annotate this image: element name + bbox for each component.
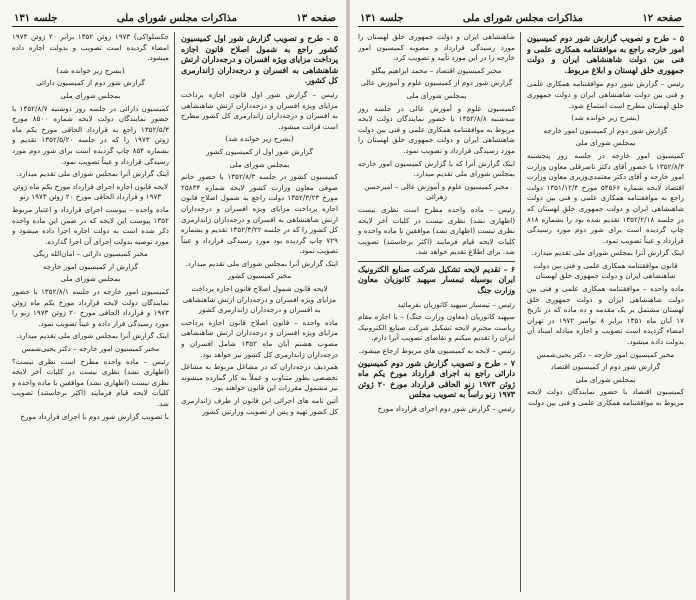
paragraph: مخبر کمیسیون امور خارجه – دکتر یحیی‌شمس bbox=[21, 344, 160, 354]
paragraph: رئیس – تیمسار سپهبد کاتوزیان بفرمائید bbox=[397, 299, 515, 309]
paragraph: اینک گزارش آنرا بمجلس شورای ملی تقدیم میدارد. bbox=[185, 258, 338, 268]
paragraph: اینک گزارش آنرا بمجلس شورای ملی تقدیم میدارد. bbox=[16, 169, 169, 179]
page-12 bbox=[352, 10, 690, 592]
paragraph: گزارش شور دوم از کمیسیون اقتصاد bbox=[550, 362, 661, 372]
paragraph: (بشرح زیر خوانده شد) bbox=[56, 65, 125, 75]
paragraph: گزارش شور دوم از کمیسیون دارائی bbox=[36, 78, 145, 88]
session-number: جلسه ۱۳۱ bbox=[14, 12, 58, 24]
paragraph: کمیسیون دارائی در جلسه روز دوشنبه ۱۳۵۲/۸/۷ با حضور نمایندگان دولت لایحه شماره ۸۵۰۰ مورخ ۱۳۵۲/۵/۳ راجع به قرارداد الحاقی مورخ یکم ماه ژوئن ۱۹۷۳ را که در جلسه ۱۳۵۲/۵/۲۰ تقدیم و بشماره ۸۵۴ چاپ گردیده است برای شور دوم مورد رسیدگی قرارداد و عیناً تصویب نمود. bbox=[12, 103, 170, 166]
paragraph: بمجلس شورای ملی bbox=[60, 274, 121, 284]
paragraph: مخبر کمیسیون کشور bbox=[227, 271, 292, 281]
paragraph: کمیسیون امور خارجه در جلسه روز پنجشنبه ۱۳۵۲/۸/۳ با حضور آقای دکتر ناصرقلی معاون وزارت امور خارجه و آقای دکتر معتمدی‌وزیری معاون وزارت اقتصاد لایحه شماره ۵۴۵۶۶ مورخ ۱۳۵۱/۱۲/۴ دولت راجع به موافقتنامه همکاری علمی و فنی بین دولت شاهنشاهی ایران و دولت جمهوری خلق لهستان که در جلسه ۱۳۵۲/۲/۱۸ تقدیم شده بود را بشماره ۸۱۸ چاپ گردیده است برای شور دوم مورد رسیدگی قرارداد و عیناً تصویب نمود. bbox=[527, 150, 684, 245]
paragraph: با تصویب گزارش شور دوم با اجرای قرارداد مورخ bbox=[20, 411, 169, 421]
paragraph: مخبر کمیسیون علوم و آموزش عالی – امیرحسن زهرائی bbox=[364, 181, 509, 202]
paragraph: گزارش شور اول از کمیسیون کشور bbox=[206, 146, 313, 156]
paragraph: رئیس – گزارش شور دوم اجرای قرارداد مورخ bbox=[377, 404, 515, 413]
paragraph: رئیس – گزارش شور اول قانون اجازه پرداخت مزایای ویژه افسران و درجه‌داران ارتش شاهنشاهی به افسران و درجه‌داران ژاندارمری کل کشور مطرح است قرائت میشود. bbox=[181, 89, 338, 131]
paragraph: گزارش شور دوم از کمیسیون علوم و آموزش عالی bbox=[360, 78, 513, 88]
divider bbox=[358, 261, 515, 262]
paragraph: بمجلس شورای ملی bbox=[406, 90, 467, 100]
paragraph: (بشرح زیر خوانده شد) bbox=[225, 134, 294, 144]
paragraph: شاهنشاهی ایران و دولت جمهوری خلق لهستان را مورد رسیدگی قرارداد و مصوبه کمیسیون امور خارجه را در این مورد تأیید و تصویب کرد. bbox=[358, 32, 515, 63]
paragraph: مخبر کمیسیون دارائی – امان‌الله ریگی bbox=[33, 249, 148, 259]
paragraph: بمجلس شورای ملی bbox=[229, 159, 290, 169]
paragraph: ماده واحده – موافقتنامه همکاری علمی و فنی بین دولت شاهنشاهی ایران و دولت جمهوری خلق لهستان مشتمل بر یک مقدمه و ده ماده که در تاریخ ۱۷ آبان ماه ۱۳۵۱ برابر ۸ نوامبر ۱۹۷۲ در تهران امضاء گردیده است تصویب و اجازه مبادله اسناد آن بدولت داده میشود. bbox=[527, 284, 684, 347]
page-13 bbox=[6, 10, 344, 592]
text-column bbox=[181, 32, 338, 592]
running-header bbox=[12, 10, 338, 27]
paragraph: کمیسیون علوم و آموزش عالی در جلسه روز سه‌شنبه ۱۳۵۲/۸/۸ با حضور نمایندگان دولت لایحه مربوط به موافقتنامه همکاری علمی و فنی بین دولت شاهنشاهی ایران و دولت جمهوری خلق لهستان را مورد رسیدگی قرارداد و تصویب نمود. bbox=[358, 103, 515, 155]
text-column bbox=[527, 32, 684, 592]
paragraph: رئیس – ماده واحده مطرح است نظری نیست (اظهاری نشد) نظری نیست در کلیات آخر لایحه نظری نیست (اظهاری نشد) موافقین با ماده واحده و کلیات لایحه قیام فرمایند (اکثر برخاستند) تصویب شد. برای اطلاع تقدیم خواهد شد. bbox=[358, 204, 515, 257]
book-gutter bbox=[346, 0, 350, 600]
paragraph: اینک گزارش آنرا که با گزارش کمیسیون امور خارجه بمجلس شورای ملی تقدیم میدارد. bbox=[358, 158, 515, 179]
paragraph: جکسلواکی) ۱۹۷۳ زوئن ۱۳۵۲ برابر ۲۰ ژوئن ۱۹۷۳ امضاء گردیده است تصویب و بدولت اجازه داده میشود. bbox=[12, 32, 169, 63]
section-heading: ۶ – تقدیم لایحه تشکیل شرکت صنایع الکترونیک ایران بوسیله تیمسار سپهبد کاتوزیان معاون وزارت جنگ bbox=[358, 264, 515, 296]
paragraph: گزارش از کمیسیون امور خارجه bbox=[43, 261, 138, 271]
paragraph: لایحه قانون شمول اصلاح قانون اجازه پرداخت مزایای ویژه افسران و درجه‌داران ارتش شاهنشاهی به افسران و درجه‌داران ژاندارمری کشور bbox=[182, 284, 337, 315]
paragraph: رئیس – لایحه به کمیسیون های مربوط ارجاع میشود. bbox=[358, 346, 515, 356]
paragraph: ماده واحده – پیوست اجرای قرارداد و اعتبار مربوط ۱۳۵۲ پیوست این لایحه که در ضمن این ماده واحده ذکر شده است به دولت اجازه اجرا داده میشود و مورد توصیه بدولت اجرای آن اجرا گذارده. bbox=[12, 204, 169, 246]
paragraph: مخبر کمیسیون امور خارجه – دکتر یحیی‌شمس bbox=[536, 349, 675, 359]
section-heading: ۵ – طرح و تصویب گزارش شور دوم کمیسیون امور خارجه راجع به موافقتنامه همکاری علمی و فنی بین دولت شاهنشاهی ایران و دولت جمهوری خلق لهستان و ابلاغ مربوط. bbox=[527, 34, 684, 75]
paragraph: سپهبد کاتوزیان (معاون وزارت جنگ) – با اجازه مقام ریاست محترم لایحه تشکیل شرکت صنایع الکترونیک ایران را تقدیم میکنم و تقاضای تصویب آنرا دارم. bbox=[358, 312, 515, 343]
paragraph: بمجلس شورای ملی bbox=[575, 374, 636, 384]
paragraph: لایحه قانون اجازه اجرای قرارداد مورخ یکم ماه ژوئن ۱۹۷۳ و قرارداد الحاقی مورخ ۲۰ ژوئن ۱۹۷۳ زنو bbox=[12, 181, 169, 202]
section-heading: ۷ – طرح و تصویب گزارش شور دوم کمیسیون دارائی راجع به اجرای قرارداد مورخ یکم ماه ژوئن ۱۹۷۳ زنو الحاقی قرارداد مورخ ۲۰ ژوئن ۱۹۷۳ زنو راساً به تصویب مجلس bbox=[358, 358, 515, 400]
section-heading: ۵ – طرح و تصویب گزارش شور اول کمیسیون کشور راجع به شمول اصلاح قانون اجازه پرداخت مزایای ویژه افسران و درجه‌داران ارتش شاهنشاهی به افسران و درجه‌داران ژاندارمری کل کشور. bbox=[181, 34, 338, 86]
paragraph: رئیس – گزارش شور دوم موافقتنامه همکاری علمی و فنی بین دولت شاهنشاهی ایران و دولت جمهوری خلق لهستان مطرح است استماع شود. bbox=[527, 79, 684, 110]
paragraph: اینک گزارش آنرا بمجلس شورای ملی تقدیم میدارد. bbox=[531, 248, 684, 258]
paragraph: (بشرح زیر خوانده شد) bbox=[571, 113, 640, 123]
paragraph: اینک گزارش آنرا بمجلس شورای ملی تقدیم میدارد. bbox=[16, 331, 169, 341]
paragraph: قانون موافقتنامه همکاری علمی و فنی بین دولت شاهنشاهی ایران و دولت جمهوری خلق لهستان bbox=[533, 260, 678, 281]
paragraph: همردیف درجه‌داران که در مشاغل مربوط به مشاغل تخصصی بطور متناوب و عملاً به کار گمارده میشوند نیز مشمول مقررات این قانون خواهند بود. bbox=[181, 362, 338, 393]
page-number: صفحه ۱۳ bbox=[296, 12, 336, 24]
paragraph: بمجلس شورای ملی bbox=[60, 90, 121, 100]
paragraph: بمجلس شورای ملی bbox=[575, 138, 636, 148]
publication-title: مذاکرات مجلس شورای ملی bbox=[462, 12, 583, 24]
paragraph: رئیس – ماده واحده مطرح است نظری نیست؟ (اظهاری نشد) نظری نیست در کلیات آخر لایحه نظری نیست (اظهاری نشد) موافقین با ماده واحده و کلیات لایحه قیام فرمایند (اکثر برخاستند) تصویب شد. bbox=[12, 356, 169, 408]
page-number: صفحه ۱۲ bbox=[642, 12, 682, 24]
paragraph: کمیسیون اقتصاد با حضور نمایندگان دولت لایحه مربوط به موافقتنامه همکاری علمی و فنی بین دولت bbox=[527, 387, 684, 407]
paragraph: آئین نامه های اجرائی این قانون از طرف ژاندارمری کل کشور تهیه و پس از تصویب وزارتین کشور bbox=[181, 396, 338, 416]
text-column bbox=[358, 32, 521, 592]
session-number: جلسه ۱۳۱ bbox=[360, 12, 404, 24]
paragraph: ماده واحده – قانون اصلاح قانون اجازه پرداخت مزایای ویژه افسران و درجه‌داران ارتش شاهنشاهی مصوب هشتم آبان ماه ۱۳۵۲ شامل افسران و درجه‌داران ژاندارمری کل کشور نیز خواهد بود. bbox=[181, 317, 338, 359]
text-column bbox=[12, 32, 175, 592]
paragraph: مخبر کمیسیون اقتصاد – محمد ابراهیم بیگلو bbox=[371, 65, 502, 75]
publication-title: مذاکرات مجلس شورای ملی bbox=[116, 12, 237, 24]
running-header bbox=[358, 10, 684, 27]
paragraph: کمیسیون امور خارجه در جلسه ۱۳۵۲/۸/۱ با حضور نمایندگان دولت لایحه قرارداد مورخ یکم ماه ژوئن ۱۹۷۳ و قرارداد الحاقی مورخ ۲۰ ژوئن ۱۹۷۳ زنو را مورد رسیدگی قرار داده و عیناً تصویب نمود. bbox=[12, 287, 169, 328]
paragraph: کمیسیون کشور در جلسه ۱۳۵۲/۸/۳ با حضور خانم صوفی معاون وزارت کشور لایحه شماره ۲۵۸۳۴ مورخ ۱۳۵۲/۳/۲۳ دولت راجع به شمول اصلاح قانون اجازه پرداخت مزایای ویژه افسران و درجه‌داران ارتش شاهنشاهی به افسران و درجه‌داران ژاندارمری کل کشور را که در جلسه ۱۳۵۲/۳/۲۲ تقدیم و بشماره ۷۲۹ چاپ گردیده بود مورد رسیدگی قرارداد و عیناً تصویب نمود. bbox=[181, 172, 338, 256]
paragraph: گزارش شور دوم از کمیسیون امور خارجه bbox=[543, 125, 668, 135]
